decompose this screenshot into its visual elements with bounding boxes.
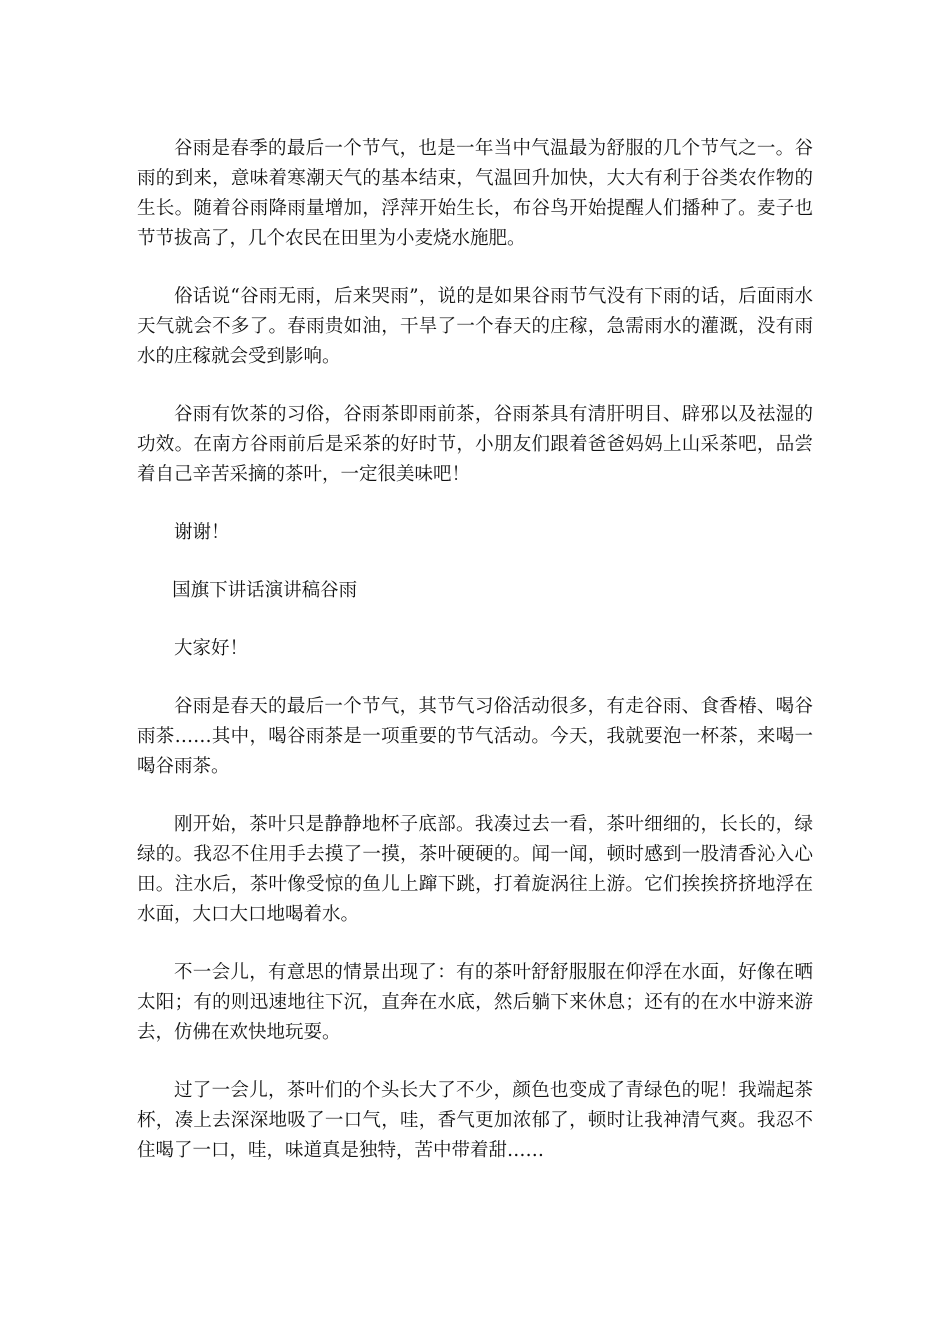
paragraph-1: 谷雨是春季的最后一个节气，也是一年当中气温最为舒服的几个节气之一。谷雨的到来，意味着寒潮天气的基本结束，气温回升加快，大大有利于谷类农作物的生长。随着谷雨降雨量增加，浮萍开始生长，布谷鸟开始提醒人们播种了。麦子也节节拔高了，几个农民在田里为小麦烧水施肥。 xyxy=(137,138,813,249)
document-page xyxy=(137,134,813,1194)
paragraph-5: 谷雨是春天的最后一个节气，其节气习俗活动很多，有走谷雨、食香椿、喝谷雨茶……其中，喝谷雨茶是一项重要的节气活动。今天，我就要泡一杯茶，来喝一喝谷雨茶。 xyxy=(137,696,813,777)
paragraph-8: 过了一会儿，茶叶们的个头长大了不少，颜色也变成了青绿色的呢！我端起茶杯，凑上去深深地吸了一口气，哇，香气更加浓郁了，顿时让我神清气爽。我忍不住喝了一口，哇，味道真是独特，苦中带着甜…… xyxy=(137,1080,813,1161)
greeting-line: 大家好！ xyxy=(174,638,249,659)
paragraph-7: 不一会儿，有意思的情景出现了：有的茶叶舒舒服服在仰浮在水面，好像在晒太阳；有的则迅速地往下沉，直奔在水底，然后躺下来休息；还有的在水中游来游去，仿佛在欢快地玩耍。 xyxy=(137,962,813,1043)
paragraph-6: 刚开始，茶叶只是静静地杯子底部。我凑过去一看，茶叶细细的，长长的，绿绿的。我忍不住用手去摸了一摸，茶叶硬硬的。闻一闻，顿时感到一股清香沁入心田。注水后，茶叶像受惊的鱼儿上蹿下跳，打着旋涡往上游。它们挨挨挤挤地浮在水面，大口大口地喝着水。 xyxy=(137,814,813,925)
thanks-line: 谢谢！ xyxy=(174,522,230,543)
paragraph-3: 谷雨有饮茶的习俗，谷雨茶即雨前茶，谷雨茶具有清肝明目、辟邪以及祛湿的功效。在南方谷雨前后是采茶的好时节，小朋友们跟着爸爸妈妈上山采茶吧，品尝着自己辛苦采摘的茶叶，一定很美味吧！ xyxy=(137,404,813,485)
section-title: 国旗下讲话演讲稿谷雨 xyxy=(172,580,358,601)
paragraph-2: 俗话说“谷雨无雨，后来哭雨”，说的是如果谷雨节气没有下雨的话，后面雨水天气就会不多了。春雨贵如油，干旱了一个春天的庄稼，急需雨水的灌溉，没有雨水的庄稼就会受到影响。 xyxy=(137,286,813,367)
